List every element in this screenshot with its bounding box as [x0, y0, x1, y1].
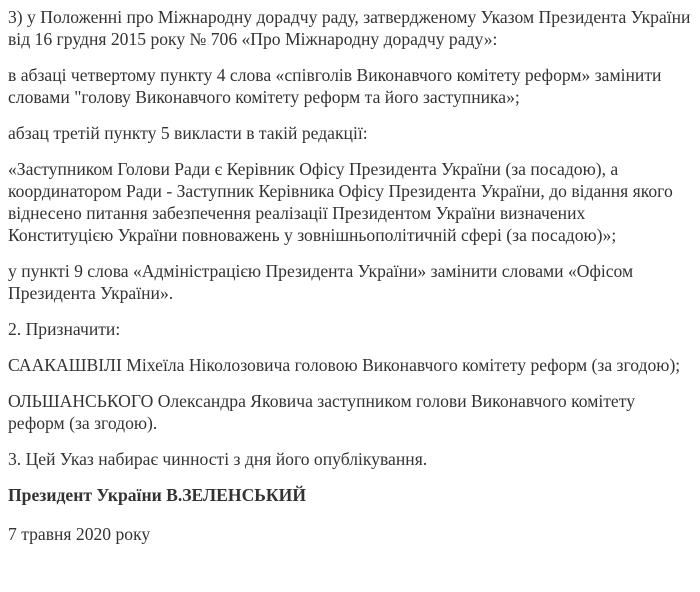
- paragraph-item-9-replace: у пункті 9 слова «Адміністрацією Президента України» замінити словами «Офісом Президента України».: [8, 261, 634, 303]
- document-date: 7 травня 2020 року: [8, 524, 151, 544]
- document-body: [8, 6, 694, 559]
- paragraph-appoint-heading: 2. Призначити:: [8, 319, 121, 339]
- paragraph-item-5-redaction: абзац третій пункту 5 викласти в такій редакції:: [8, 123, 368, 143]
- signature: Президент України В.ЗЕЛЕНСЬКИЙ: [8, 485, 307, 505]
- paragraph-entry-into-force: 3. Цей Указ набирає чинності з дня його опублікування.: [8, 449, 428, 469]
- paragraph-amendment-regulation: 3) у Положенні про Міжнародну дорадчу раду, затвердженому Указом Президента України від 16 грудня 2015 року № 706 «Про Міжнародну дорадчу раду»:: [8, 7, 691, 49]
- paragraph-appoint-olshanskyi: ОЛЬШАНСЬКОГО Олександра Яковича заступником голови Виконавчого комітету реформ (за згодою).: [8, 391, 635, 433]
- paragraph-appoint-saakashvili: СААКАШВІЛІ Міхеїла Ніколозовича головою Виконавчого комітету реформ (за згодою);: [8, 355, 681, 375]
- paragraph-replace-words-item-4: в абзаці четвертому пункту 4 слова «співголів Виконавчого комітету реформ» замінити словами "голову Виконавчого комітету реформ та його заступника»;: [8, 65, 662, 107]
- paragraph-quoted-redaction: «Заступником Голови Ради є Керівник Офісу Президента України (за посадою), а координатором Ради - Заступник Керівника Офісу Президента України, до відання якого віднесено питання забезпечення реалізації Президентом України визначених Конституцією України повноважень у зовнішньополітичній сфері (за посадою)»;: [8, 159, 673, 245]
